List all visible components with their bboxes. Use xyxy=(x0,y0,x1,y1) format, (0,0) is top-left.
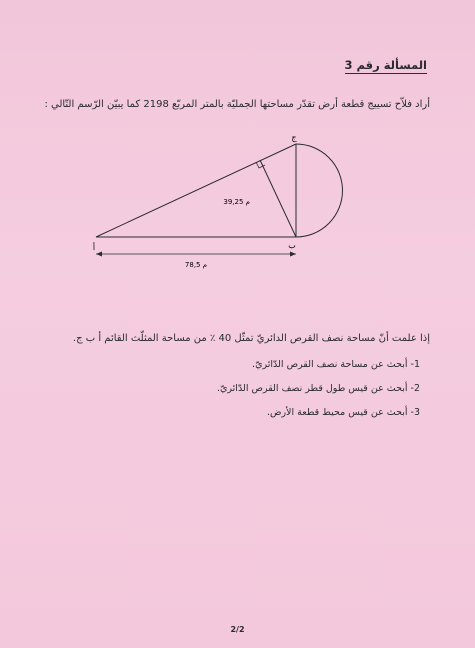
page-number: 2/2 xyxy=(230,625,245,634)
semicircle-arc xyxy=(296,144,343,237)
question-statement: إذا علمت أنّ مساحة نصف القرص الدائريّ تمثّل 40 ٪ من مساحة المثلّث القائم أ ب ج. xyxy=(72,333,430,344)
task-item: 3- أبحث عن قيس محيط قطعة الأرض. xyxy=(266,407,420,418)
task-item: 1- أبحث عن مساحة نصف القرص الدّائريّ. xyxy=(252,359,420,370)
task-item: 2- أبحث عن قيس طول قطر نصف القرص الدّائريّ. xyxy=(216,383,420,394)
problem-intro: أراد فلاّح تسييج قطعة أرض تقدّر مساحتها الجمليّة بالمتر المربّع 2198 كما يبيّن الرّسم التّالي : xyxy=(44,99,430,110)
base-arrow-left xyxy=(96,252,102,257)
side-ac xyxy=(96,144,296,237)
base-arrow-right xyxy=(290,252,296,257)
height-line xyxy=(260,160,296,237)
point-b-label: ب xyxy=(288,241,296,250)
height-label: 39,25 م xyxy=(223,198,250,206)
problem-title: المسألة رقم 3 xyxy=(344,58,427,72)
point-a-label: أ xyxy=(92,243,96,252)
task-list xyxy=(40,355,420,427)
geometry-diagram xyxy=(80,130,360,280)
base-label: 78,5 م xyxy=(184,261,208,269)
triangle-semicircle-figure xyxy=(80,130,360,280)
point-c-label: ج xyxy=(291,133,297,142)
